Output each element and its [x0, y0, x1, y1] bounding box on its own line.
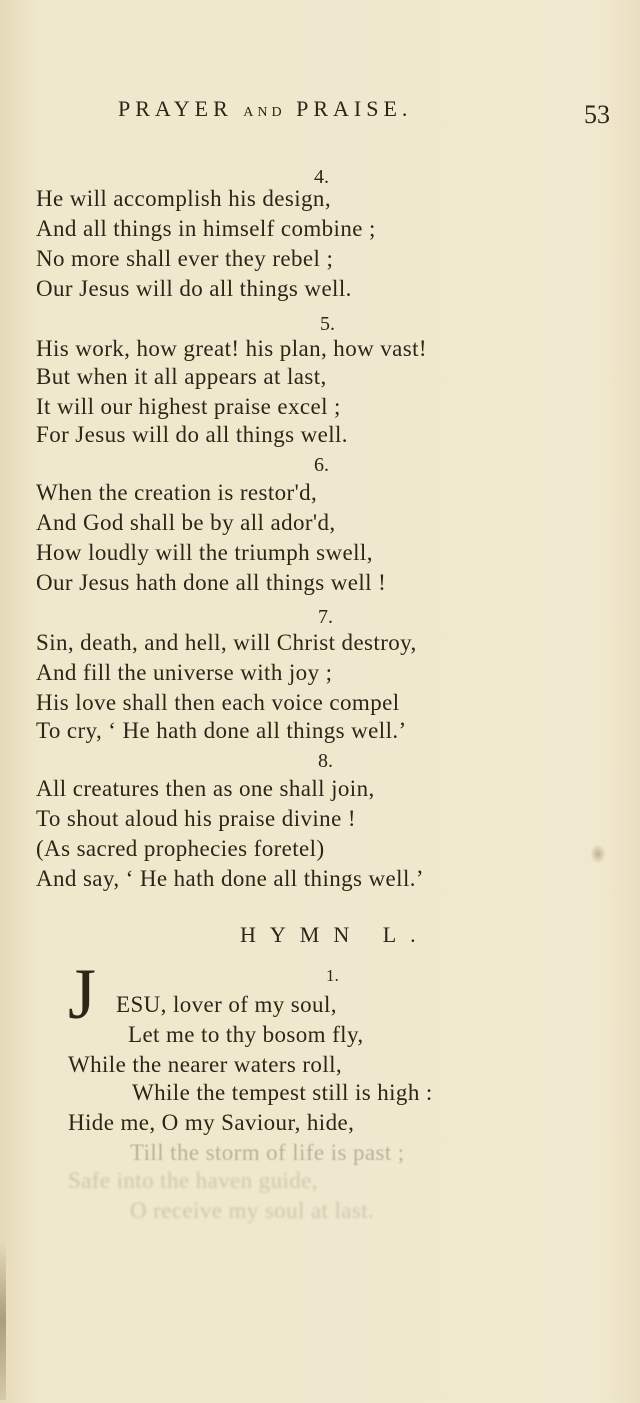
- verse-line: But when it all appears at last,: [36, 364, 327, 389]
- verse-line: Our Jesus hath done all things well !: [36, 570, 387, 595]
- running-head: [118, 96, 412, 122]
- verse-line: (As sacred prophecies foretel): [36, 836, 325, 861]
- stanza-number: 6.: [314, 454, 329, 476]
- verse-line: And say, ‘ He hath done all things well.’: [36, 866, 424, 891]
- verse-line: And God shall be by all ador'd,: [36, 510, 336, 535]
- verse-line: Safe into the haven guide,: [68, 1168, 318, 1193]
- running-head-prayer: PRAYER: [118, 96, 233, 121]
- verse-line: All creatures then as one shall join,: [36, 776, 375, 801]
- verse-line: His work, how great! his plan, how vast!: [36, 336, 427, 361]
- verse-line: To shout aloud his praise divine !: [36, 806, 356, 831]
- verse-line: For Jesus will do all things well.: [36, 422, 348, 447]
- stanza-number: 5.: [320, 313, 335, 335]
- verse-line: Our Jesus will do all things well.: [36, 276, 352, 301]
- verse-line: Till the storm of life is past ;: [130, 1140, 405, 1165]
- stanza-number: 4.: [314, 166, 329, 188]
- hymn-title: HYMN L.: [240, 922, 430, 947]
- running-head-praise: PRAISE.: [296, 96, 413, 121]
- verse-line: To cry, ‘ He hath done all things well.’: [36, 718, 407, 743]
- drop-cap: J: [68, 954, 97, 1034]
- verse-line: O receive my soul at last.: [130, 1198, 375, 1223]
- stanza-number: 7.: [318, 606, 333, 628]
- hymn-stanza-number: 1.: [326, 966, 339, 985]
- verse-line: And all things in himself combine ;: [36, 216, 376, 241]
- running-head-and: AND: [243, 105, 286, 120]
- verse-line: ESU, lover of my soul,: [116, 992, 337, 1017]
- verse-line: And fill the universe with joy ;: [36, 660, 333, 685]
- page-edge-shadow: [0, 1240, 6, 1400]
- verse-line: Sin, death, and hell, will Christ destroy,: [36, 630, 417, 655]
- verse-line: While the nearer waters roll,: [68, 1052, 343, 1077]
- verse-line: It will our highest praise excel ;: [36, 394, 341, 419]
- page-number: 53: [584, 100, 610, 129]
- verse-line: Let me to thy bosom fly,: [128, 1022, 364, 1047]
- verse-line: He will accomplish his design,: [36, 186, 331, 211]
- verse-line: How loudly will the triumph swell,: [36, 540, 373, 565]
- stanza-number: 8.: [318, 750, 333, 772]
- verse-line: When the creation is restor'd,: [36, 480, 318, 505]
- verse-line: Hide me, O my Saviour, hide,: [68, 1110, 355, 1135]
- verse-line: His love shall then each voice compel: [36, 690, 400, 715]
- verse-line: No more shall ever they rebel ;: [36, 246, 334, 271]
- verse-line: While the tempest still is high :: [132, 1080, 433, 1105]
- ink-blot: [590, 844, 606, 864]
